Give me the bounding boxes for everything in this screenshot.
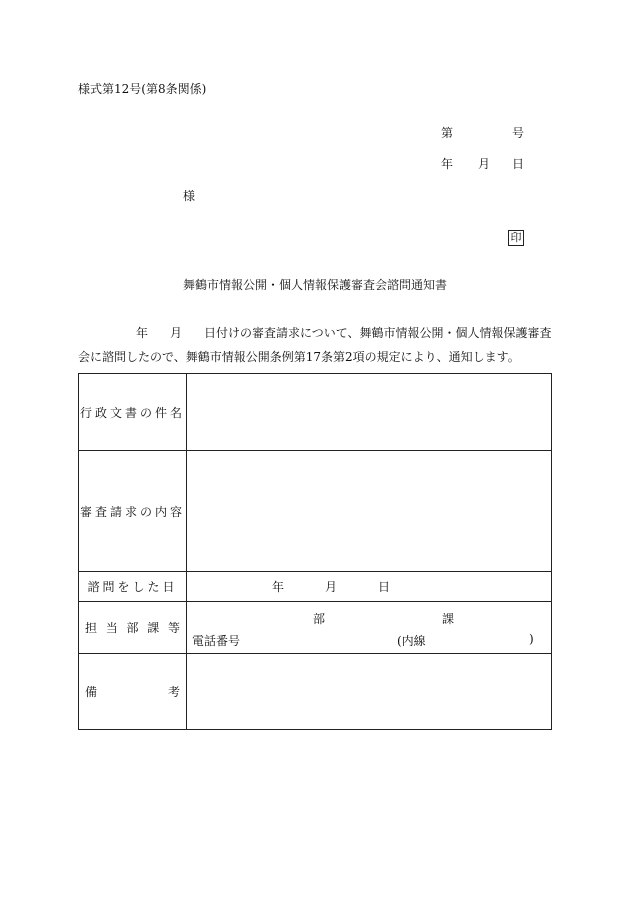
label-request-content: 審査請求の内容 [79,451,187,572]
label-department-char: 部 [126,621,139,635]
value-department[interactable] [187,602,552,654]
row-document-subject [79,374,552,451]
label-department-char: 等 [167,621,180,635]
label-inquiry-date: 諮問をした日 [79,572,187,602]
value-remarks[interactable] [187,654,552,730]
inquiry-day: 日 [378,580,391,594]
label-department-char: 課 [147,621,160,635]
row-department [79,602,552,654]
extension-open: (内線 [397,633,426,648]
body-line-1 [78,321,558,345]
issue-date-month: 月 [478,157,491,171]
body-text [78,321,558,369]
body-month: 月 [170,326,183,340]
document-title: 舞鶴市情報公開・個人情報保護審査会諮問通知書 [182,278,447,292]
body-line-1-rest: 日付けの審査請求について、舞鶴市情報公開・個人情報保護審査 [204,326,552,340]
label-department-char: 担 [85,621,98,635]
notice-table [78,373,552,730]
form-number: 様式第12号(第8条関係) [78,82,207,96]
label-document-subject: 行政文書の件名 [79,374,187,451]
row-request-content [79,451,552,572]
label-remarks-char: 考 [167,685,180,699]
issue-date-day: 日 [512,157,525,171]
dept-label: 部 [313,611,326,626]
inquiry-year: 年 [272,580,285,594]
row-remarks [79,654,552,730]
addressee-suffix: 様 [183,189,196,203]
label-remarks-char: 備 [85,685,98,699]
label-department-char: 当 [105,621,118,635]
label-remarks [79,654,187,730]
issue-date-year: 年 [441,157,454,171]
row-inquiry-date [79,572,552,602]
body-year: 年 [136,326,149,340]
document-number-suffix: 号 [512,126,525,140]
label-department [79,602,187,654]
value-request-content[interactable] [187,451,552,572]
section-label: 課 [442,611,455,626]
seal-mark: 印 [508,230,524,246]
inquiry-month: 月 [325,580,338,594]
value-document-subject[interactable] [187,374,552,451]
document-number-prefix: 第 [441,126,454,140]
value-inquiry-date[interactable] [187,572,552,602]
phone-label: 電話番号 [192,633,241,648]
extension-close: ) [529,631,534,646]
body-line-2: 会に諮問したので、舞鶴市情報公開条例第17条第2項の規定により、通知します。 [78,350,520,364]
